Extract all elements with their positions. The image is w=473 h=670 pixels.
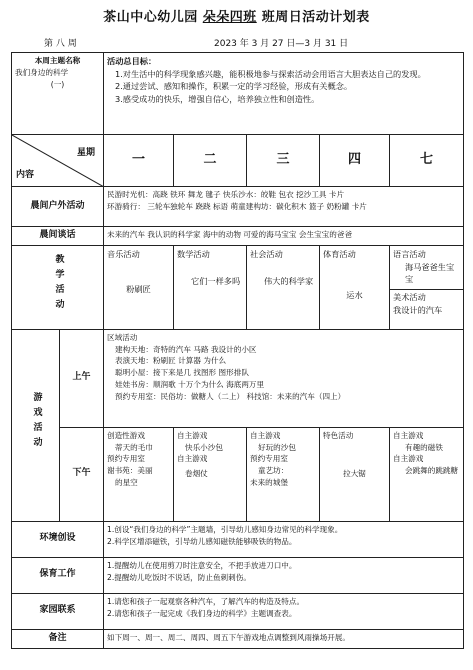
teaching-tue-name: 它们一样多吗 <box>191 275 241 286</box>
weekly-plan-table <box>11 52 464 649</box>
games-pm-tue-l2: 快乐小沙包 <box>185 442 223 452</box>
games-pm-fri <box>390 427 464 521</box>
teaching-mon-name: 粉刷匠 <box>126 283 151 294</box>
games-pm-fri-l3: 自主游戏 <box>393 454 424 464</box>
goals-title: 活动总目标： <box>107 56 157 66</box>
morning-outdoor-content <box>104 187 464 227</box>
games-pm-row <box>12 427 464 521</box>
games-pm-wed-l5: 未来的城堡 <box>250 478 288 487</box>
goals-cell <box>104 53 464 135</box>
games-pm-mon-l4: 谢书苑：美丽 <box>107 466 153 476</box>
theme-cell <box>12 53 104 135</box>
games-pm-tue-l1: 自主游戏 <box>177 430 208 440</box>
games-pm-wed-l3: 预约专用室 <box>250 454 288 464</box>
home-line-1: 1.请您和孩子一起观察各种汽车，了解汽车的构造及特点。 <box>107 596 305 606</box>
day-friday: 七 <box>390 135 464 187</box>
games-am-line-3: 聪明小屋：接下来是几 找图形 图形排队 <box>115 368 249 378</box>
plan-title <box>0 6 473 25</box>
games-am-title: 区域活动 <box>107 332 138 342</box>
goal-3: 3.感受成功的快乐，增强自信心，培养独立性和创造性。 <box>115 94 320 105</box>
games-pm-mon <box>104 427 174 521</box>
care-row <box>12 557 464 593</box>
goal-2: 2.通过尝试、感知和操作，积累一定的学习经验，形成有关概念。 <box>115 81 353 92</box>
games-am-line-2: 表演天地：粉刷匠 计算器 为什么 <box>115 356 227 366</box>
subheader <box>0 36 473 50</box>
games-am-line-4: 娃娃书房：顺润歌 十万个为什么 海底两万里 <box>115 380 265 389</box>
care-label: 保育工作 <box>12 557 104 593</box>
morning-talk-row <box>12 227 464 246</box>
teaching-thu-type: 体育活动 <box>323 248 356 259</box>
teaching-thu <box>320 245 390 329</box>
school-name: 茶山中心幼儿园 <box>103 10 198 25</box>
morning-outdoor-line-1: 民游时光机：高跷 铁环 舞龙 毽子 快乐沙水：皎鞋 包衣 挖沙工具 卡片 <box>107 190 345 199</box>
morning-talk-content: 未来的汽车 我认识的科学家 海中的动物 可爱的海马宝宝 会生宝宝的爸爸 <box>104 227 464 246</box>
week-label: 第 八 周 <box>44 39 77 49</box>
notes-content: 如下周一、周一、周二、周四、周五下午游戏地点调整到风雨操场开展。 <box>104 629 464 648</box>
environment-row <box>12 521 464 557</box>
teaching-wed-type: 社会活动 <box>250 248 283 259</box>
games-pm-mon-l1: 创造性游戏 <box>107 430 145 440</box>
day-thursday: 四 <box>320 135 390 187</box>
games-am-line-1: 建构天地：奇特的汽车 马路 我设计的小区 <box>115 344 257 354</box>
games-pm-fri-l4: 会跳舞的跳跳糖 <box>405 466 459 476</box>
games-pm-label: 下午 <box>60 427 104 521</box>
home-label: 家园联系 <box>12 593 104 629</box>
environment-line-1: 1.创设“我们身边的科学”主题墙，引导幼儿感知身边常见的科学现象。 <box>107 524 343 534</box>
teaching-wed <box>247 245 320 329</box>
games-pm-fri-l2: 有趣的磁铁 <box>405 442 443 452</box>
theme-name: 我们身边的科学 <box>15 67 69 77</box>
plan-title-text: 班周日活动计划表 <box>261 10 370 25</box>
day-monday: 一 <box>104 135 174 187</box>
goal-1: 1.对生活中的科学现象感兴趣，能积极地参与探索活动会用语言大胆表达自己的发现。 <box>115 68 426 79</box>
teaching-thu-name: 运水 <box>346 289 363 300</box>
games-pm-thu-l1: 特色活动 <box>323 430 354 440</box>
games-label-cell <box>12 329 60 521</box>
games-pm-mon-l3: 预约专用室 <box>107 454 145 464</box>
teaching-fri <box>390 245 464 329</box>
theme-label: 本周主题名称 <box>34 56 81 65</box>
day-tuesday: 二 <box>174 135 247 187</box>
games-pm-mon-l2: 蒂天的毛巾 <box>115 442 153 452</box>
games-pm-wed <box>247 427 320 521</box>
teaching-fri-name: 海马爸爸生宝宝 <box>405 261 455 285</box>
games-pm-tue-l4: 卷烟仗 <box>185 469 208 479</box>
day-header-label-top: 星期 <box>76 148 95 158</box>
morning-outdoor-line-2: 环游骑行： 三轮车独轮车 跷跷 标语 萌童建构坊：碳化积木 篮子 奶粉罐 卡片 <box>107 201 367 211</box>
care-content <box>104 557 464 593</box>
morning-outdoor-row <box>12 187 464 227</box>
games-am-content <box>104 329 464 427</box>
home-content <box>104 593 464 629</box>
teaching-wed-name: 伟大的科学家 <box>264 275 314 286</box>
morning-outdoor-label: 晨间户外活动 <box>12 187 104 227</box>
teaching-fri-name-2: 我设计的汽车 <box>393 304 443 315</box>
games-am-label: 上午 <box>60 329 104 427</box>
day-wednesday: 三 <box>247 135 320 187</box>
environment-line-2: 2.科学区增添磁铁，引导幼儿感知磁铁能够吸铁的物品。 <box>107 536 297 546</box>
notes-label: 备注 <box>12 629 104 648</box>
teaching-label: 教学活动 <box>53 254 64 315</box>
day-header-label-bottom: 内容 <box>16 170 35 181</box>
games-am-row <box>12 329 464 427</box>
teaching-fri-type-2: 美术活动 <box>393 292 426 303</box>
games-pm-wed-l2: 好玩的沙包 <box>258 442 296 452</box>
games-pm-mon-l5: 的星空 <box>115 478 138 487</box>
class-name: 朵朵四班 <box>202 10 257 25</box>
environment-label: 环境创设 <box>12 521 104 557</box>
notes-row <box>12 629 464 648</box>
day-header-row <box>12 135 464 187</box>
theme-row <box>12 53 464 135</box>
games-label: 游戏活动 <box>31 392 42 453</box>
teaching-mon-type: 音乐活动 <box>107 248 140 259</box>
teaching-mon <box>104 245 174 329</box>
teaching-row <box>12 245 464 329</box>
games-pm-tue-l3: 自主游戏 <box>177 454 208 464</box>
games-pm-thu <box>320 427 390 521</box>
home-line-2: 2.请您和孩子一起完成《我们身边的科学》主题调查表。 <box>107 608 297 618</box>
teaching-label-cell <box>12 245 104 329</box>
games-am-line-5: 预约专用室：民俗坊：做糖人（二上） 科技馆：未来的汽车（四上） <box>115 391 346 401</box>
home-row <box>12 593 464 629</box>
morning-talk-label: 晨间谈话 <box>12 227 104 246</box>
care-line-1: 1.提醒幼儿在使用剪刀时注意安全，不把手放进刀口中。 <box>107 560 297 570</box>
games-pm-wed-l1: 自主游戏 <box>250 430 281 440</box>
theme-name-sub: (一) <box>50 79 65 89</box>
games-pm-thu-l2: 拉大锯 <box>343 468 366 478</box>
games-pm-tue <box>174 427 247 521</box>
day-header-label-cell <box>12 135 104 187</box>
teaching-fri-type: 语言活动 <box>393 248 426 259</box>
environment-content <box>104 521 464 557</box>
care-line-2: 2.提醒幼儿吃饭时不说话，防止鱼刺刺伤。 <box>107 572 251 582</box>
teaching-tue <box>174 245 247 329</box>
teaching-tue-type: 数学活动 <box>177 248 210 259</box>
games-pm-wed-l4: 童艺坊： <box>258 466 289 476</box>
games-pm-fri-l1: 自主游戏 <box>393 430 424 440</box>
date-range: 2023 年 3 月 27 日—3 月 31 日 <box>214 39 349 49</box>
